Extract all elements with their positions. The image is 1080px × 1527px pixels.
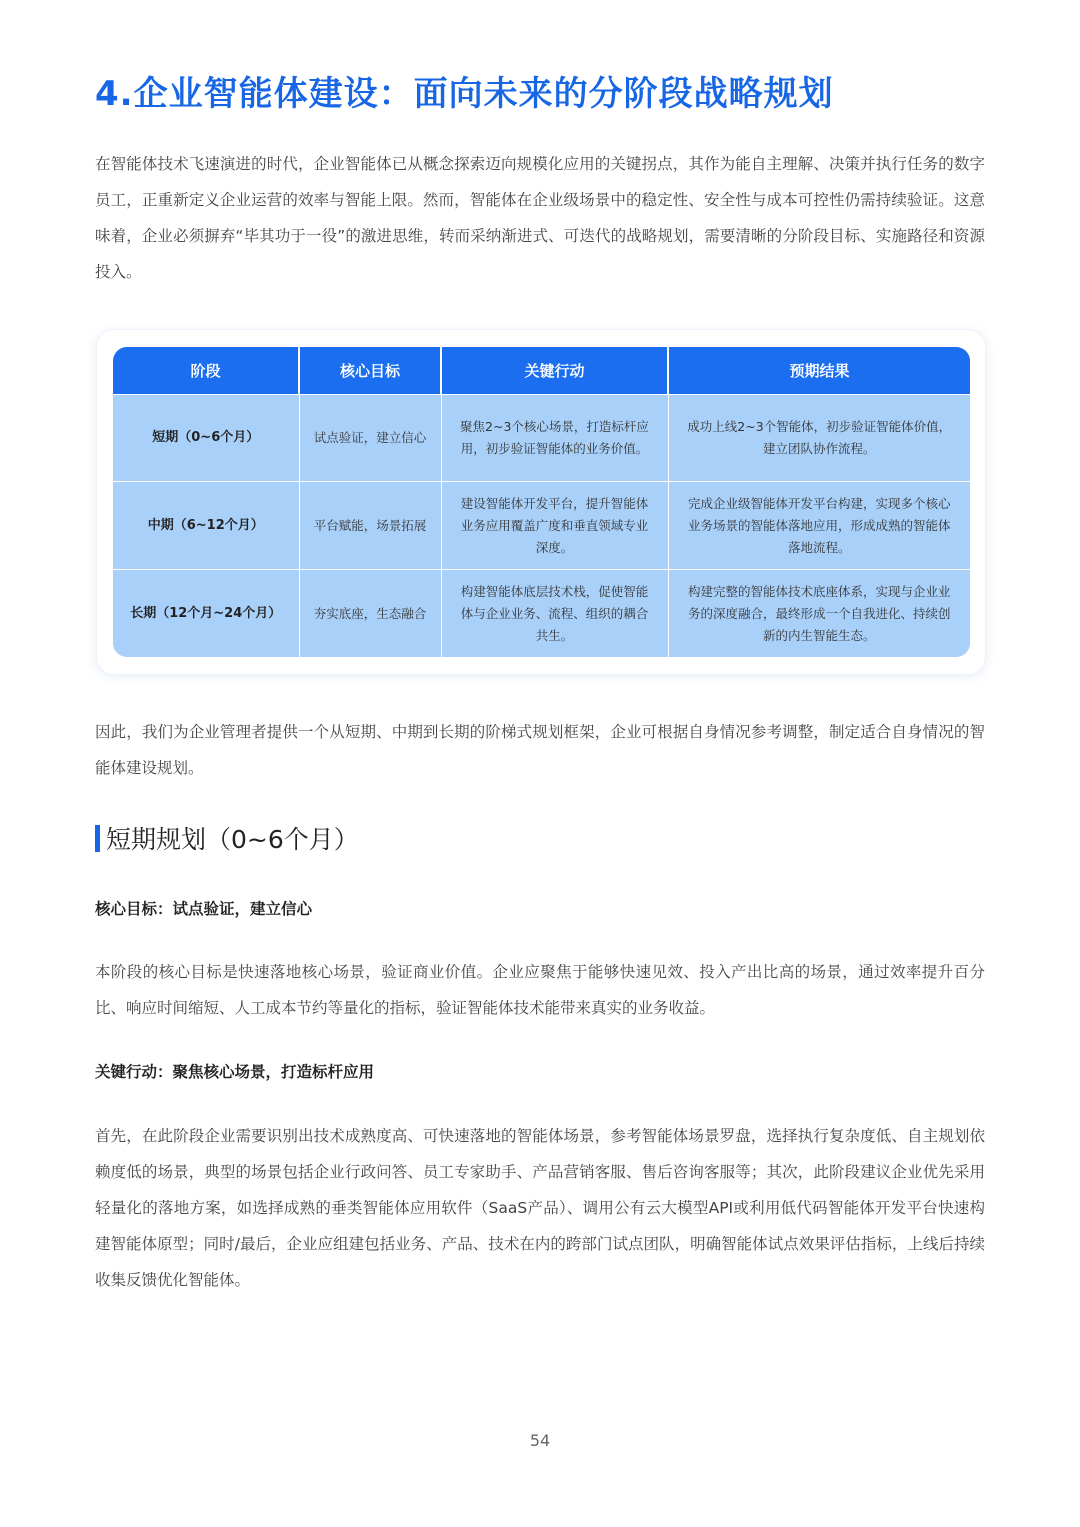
row-goal-cell: 试点验证，建立信心 bbox=[299, 395, 441, 482]
action-subheading: 关键行动：聚焦核心场景，打造标杆应用 bbox=[95, 1063, 375, 1081]
table-row bbox=[113, 570, 970, 658]
row-stage-cell: 短期（0~6个月） bbox=[113, 395, 299, 482]
row-result-cell: 成功上线2~3个智能体，初步验证智能体价值，建立团队协作流程。 bbox=[668, 395, 970, 482]
row-stage-cell: 长期（12个月~24个月） bbox=[113, 570, 299, 658]
table-row bbox=[113, 395, 970, 482]
header-goal: 核心目标 bbox=[299, 347, 441, 395]
action-paragraph: 首先，在此阶段企业需要识别出技术成熟度高、可快速落地的智能体场景，参考智能体场景罗盘，选择执行复杂度低、自主规划依赖度低的场景，典型的场景包括企业行政问答、员工专家助手、产品营销客服、售后咨询客服等；其次，此阶段建议企业优先采用轻量化的落地方案，如选择成熟的垂类智能体应用软件（SaaS产品）、调用公有云大模型API或利用低代码智能体开发平台快速构建智能体原型；同时/最后，企业应组建包括业务、产品、技术在内的跨部门试点团队，明确智能体试点效果评估指标，上线后持续收集反馈优化智能体。 bbox=[95, 1127, 985, 1289]
header-action: 关键行动 bbox=[441, 347, 668, 395]
page-number: 54 bbox=[529, 1431, 551, 1450]
header-stage: 阶段 bbox=[113, 347, 299, 395]
row-result-cell: 构建完整的智能体技术底座体系，实现与企业业务的深度融合，最终形成一个自我进化、持续创新的内生智能生态。 bbox=[668, 570, 970, 658]
section-heading bbox=[95, 820, 359, 856]
row-action-cell: 构建智能体底层技术栈，促使智能体与企业业务、流程、组织的耦合共生。 bbox=[441, 570, 668, 658]
stage-plan-table bbox=[113, 347, 970, 657]
row-stage-cell: 中期（6~12个月） bbox=[113, 482, 299, 570]
stage-table-card bbox=[96, 329, 986, 675]
section-heading-text: 短期规划（0~6个月） bbox=[106, 825, 359, 854]
row-goal-cell: 平台赋能，场景拓展 bbox=[299, 482, 441, 570]
row-goal-cell: 夯实底座，生态融合 bbox=[299, 570, 441, 658]
goal-paragraph: 本阶段的核心目标是快速落地核心场景，验证商业价值。企业应聚焦于能够快速见效、投入产出比高的场景，通过效率提升百分比、响应时间缩短、人工成本节约等量化的指标，验证智能体技术能带来真实的业务收益。 bbox=[95, 963, 985, 1017]
framework-paragraph: 因此，我们为企业管理者提供一个从短期、中期到长期的阶梯式规划框架，企业可根据自身情况参考调整，制定适合自身情况的智能体建设规划。 bbox=[95, 723, 985, 777]
table-row bbox=[113, 482, 970, 570]
row-action-cell: 建设智能体开发平台，提升智能体业务应用覆盖广度和垂直领域专业深度。 bbox=[441, 482, 668, 570]
stage-table-wrapper bbox=[113, 347, 970, 657]
goal-subheading: 核心目标：试点验证，建立信心 bbox=[95, 900, 313, 918]
header-result: 预期结果 bbox=[668, 347, 970, 395]
table-header-row bbox=[113, 347, 970, 395]
intro-paragraph: 在智能体技术飞速演进的时代，企业智能体已从概念探索迈向规模化应用的关键拐点，其作为能自主理解、决策并执行任务的数字员工，正重新定义企业运营的效率与智能上限。然而，智能体在企业级场景中的稳定性、安全性与成本可控性仍需持续验证。这意味着，企业必须摒弃“毕其功于一役”的激进思维，转而采纳渐进式、可迭代的战略规划，需要清晰的分阶段目标、实施路径和资源投入。 bbox=[95, 155, 985, 281]
page-title: 4.企业智能体建设：面向未来的分阶段战略规划 bbox=[95, 74, 834, 114]
section-accent-bar bbox=[95, 825, 100, 852]
row-result-cell: 完成企业级智能体开发平台构建，实现多个核心业务场景的智能体落地应用，形成成熟的智能体落地流程。 bbox=[668, 482, 970, 570]
row-action-cell: 聚焦2~3个核心场景，打造标杆应用，初步验证智能体的业务价值。 bbox=[441, 395, 668, 482]
